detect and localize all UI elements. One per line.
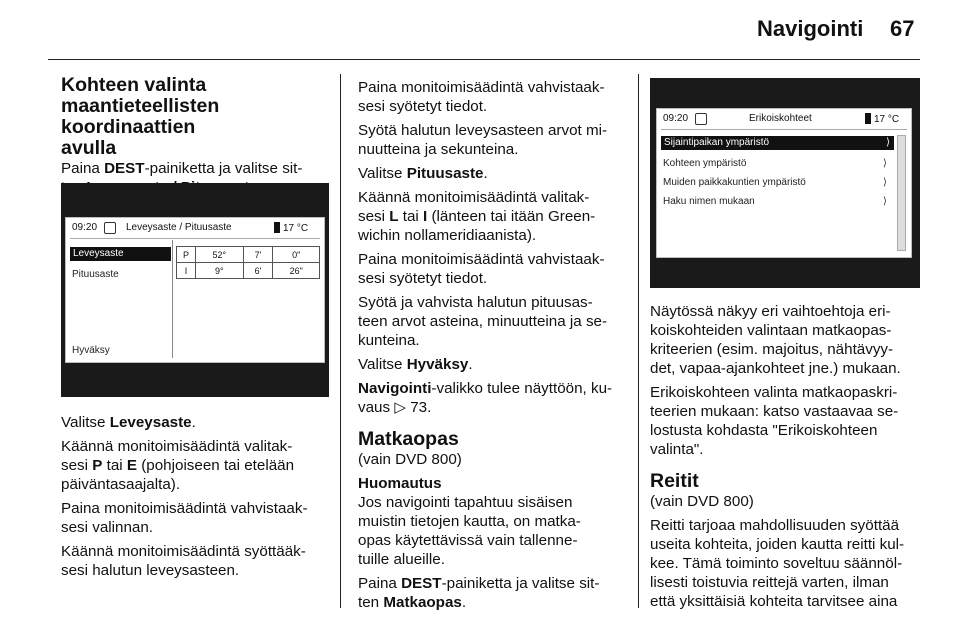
- column-1: [61, 68, 331, 202]
- chevron-right-icon: ⟩: [883, 177, 887, 188]
- page-reference-icon[interactable]: ▷: [394, 399, 406, 416]
- latitude-row: P 52° 7' 0": [177, 247, 320, 263]
- longitude-row: I 9° 6' 26": [177, 263, 320, 279]
- gear-icon: [695, 113, 707, 125]
- section-heading-reitit: Reitit: [650, 470, 699, 492]
- screen-title: Leveysaste / Pituusaste: [126, 222, 232, 233]
- column-2: Paina monitoimisäädintä vahvistaak- sesi syötetyt tiedot. Syötä halutun leveysasteen arvot mi- nuutteina ja sekunteina. Valitse Pituusaste. Käännä monitoimisäädintä valitak- sesi L tai I (länteen tai itään Green- wichin nollameridiaanista). Paina monitoimisäädintä vahvistaak- sesi syötetyt tiedot. Syötä ja vahvista halutun pituusas- teen arvot asteina, minuutteina ja se- kunteina. Valitse Hyväksy. Navigointi-valikko tulee näyttöön, ku- vaus ▷ 73. Matkaopas (vain DVD 800) Huomautus Jos navigointi tapahtuu sisäisen muistin tietojen kautta, on matka- opas käytettävissä vain tallenne- tuille alueille. Paina DEST-painiketta ja valitse sit- ten Matkaopas.: [358, 78, 633, 617]
- page-header-title: Navigointi: [757, 16, 864, 41]
- column-3: Näytössä näkyy eri vaihtoehtoja eri- koiskohteiden valintaan matkaopas- kriteerien (esim. majoitus, nähtävyy- det, vapaa-ajankohteet jne.) mukaan. Erikoiskohteen valinta matkaopaskri- teerien mukaan: katso vastaavaa se- lostusta kohdasta "Erikoiskohteen valinta". Reitit (vain DVD 800) Reitti tarjoaa mahdollisuuden syöttää useita kohteita, joiden kautta reitti kul- kee. Tämä toiminto soveltuu säännöl- lisesti toistuvia reittejä varten, ilman että yksittäisiä kohteita tarvitsee aina: [650, 302, 925, 616]
- page-header: [0, 0, 960, 60]
- menu-item-other-towns[interactable]: Muiden paikkakuntien ympäristö: [663, 177, 806, 188]
- thermometer-icon: [274, 222, 280, 233]
- menu-item-search-by-name[interactable]: Haku nimen mukaan: [663, 196, 755, 207]
- coordinates-screen: [65, 217, 325, 363]
- screen-time: 09:20: [663, 113, 689, 124]
- column-1-lower: Valitse Leveysaste. Käännä monitoimisäädintä valitak- sesi P tai E (pohjoiseen tai etelään päiväntasaajalta). Paina monitoimisäädintä vahvistaak- sesi valinnan. Käännä monitoimisäädintä syöttääk- sesi halutun leveysasteen.: [61, 414, 308, 579]
- thermometer-icon: [865, 113, 871, 124]
- coordinates-table: [176, 246, 320, 279]
- column-divider-1: [340, 74, 341, 608]
- column-divider-2: [638, 74, 639, 608]
- screenshot-coordinates: [61, 183, 329, 397]
- chevron-right-icon: ⟩: [886, 137, 890, 148]
- menu-item-destination-surroundings[interactable]: Kohteen ympäristö: [663, 158, 747, 169]
- intro-paragraph: Paina DEST-painiketta ja valitse sit-: [61, 160, 303, 177]
- screen-title: Erikoiskohteet: [749, 113, 812, 124]
- header-rule: [48, 59, 920, 60]
- menu-item-location-surroundings[interactable]: Sijaintipaikan ympäristö ⟩: [661, 136, 894, 150]
- chevron-right-icon: ⟩: [883, 196, 887, 207]
- scrollbar[interactable]: [897, 135, 906, 251]
- gear-icon: [104, 222, 116, 234]
- menu-item-leveysaste[interactable]: Leveysaste: [70, 247, 171, 261]
- screen-time: 09:20: [72, 222, 98, 233]
- screen-temperature: 17 °C: [274, 222, 308, 234]
- menu-item-pituusaste[interactable]: Pituusaste: [72, 269, 119, 280]
- poi-screen: [656, 108, 912, 258]
- chevron-right-icon: ⟩: [883, 158, 887, 169]
- menu-item-hyvaksy[interactable]: Hyväksy: [72, 345, 110, 356]
- screen-temperature: 17 °C: [865, 113, 899, 125]
- screenshot-poi: [650, 78, 920, 288]
- section-heading-matkaopas: Matkaopas: [358, 428, 459, 450]
- page-reference[interactable]: 73: [410, 399, 428, 416]
- page-number: 67: [890, 16, 915, 41]
- note-box: Huomautus Jos navigointi tapahtuu sisäisen muistin tietojen kautta, on matka- opas käytettävissä vain tallenne- tuille alueille.: [358, 475, 581, 568]
- section-heading-coordinates: Kohteen valinta maantieteellisten koordinaattien avulla: [61, 74, 220, 159]
